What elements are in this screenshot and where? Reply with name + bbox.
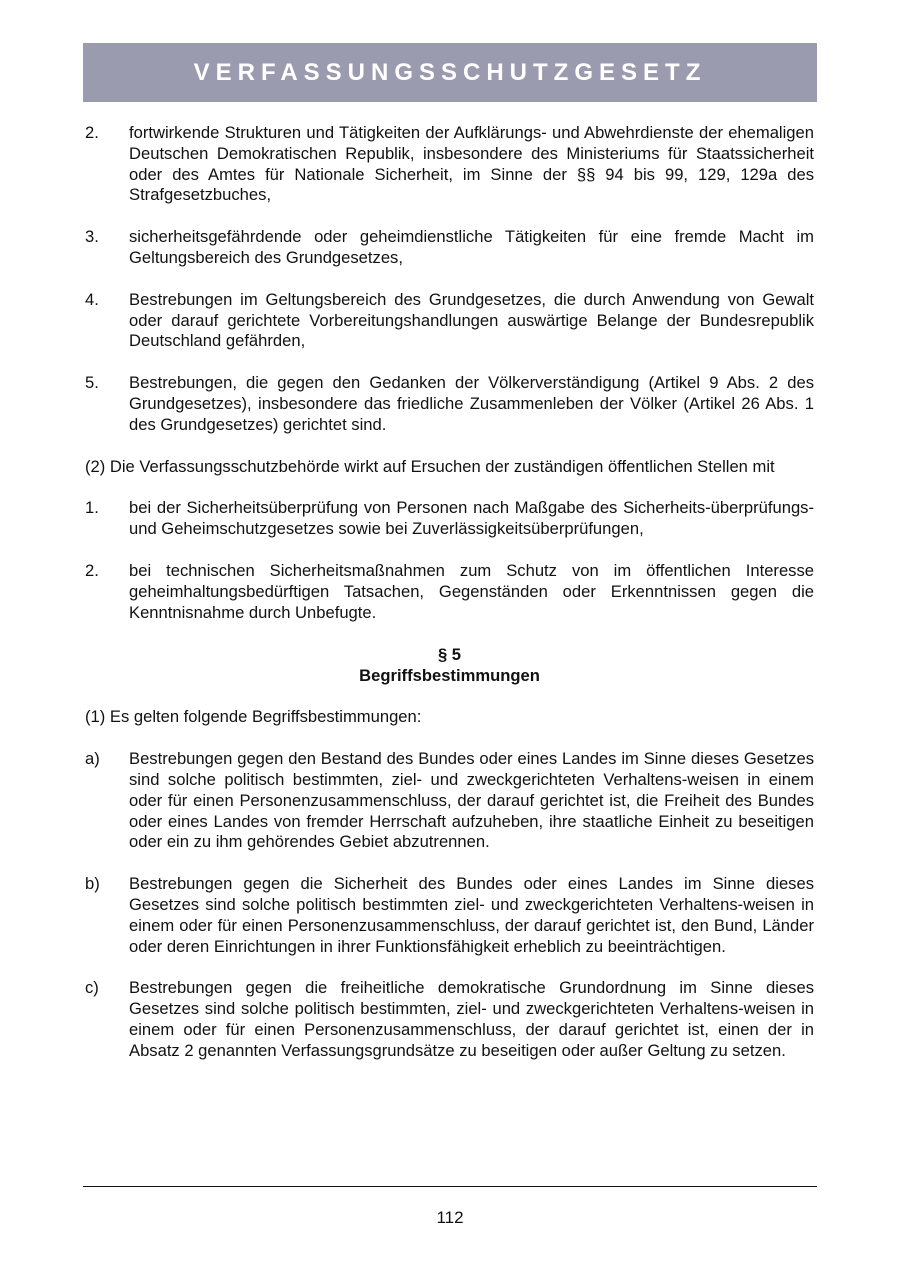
item-text: Bestrebungen, die gegen den Gedanken der Völkerverständigung (Artikel 9 Abs. 2 des Grundgesetzes), insbesondere das friedliche Zusammenleben der Völker (Artikel 26 Abs. 1 des Grundgesetzes) gerichtet sind. (129, 373, 814, 434)
list-item (85, 561, 814, 623)
item-text: bei der Sicherheitsüberprüfung von Personen nach Maßgabe des Sicherheits-überprüfungs- und Geheimschutzgesetzes sowie bei Zuverlässigkeitsüberprüfungen, (129, 498, 814, 539)
footer-divider (83, 1186, 817, 1187)
item-number: 1. (85, 498, 99, 518)
list-item (85, 123, 814, 206)
item-letter: a) (85, 749, 100, 769)
item-text: Bestrebungen gegen die Sicherheit des Bundes oder eines Landes im Sinne dieses Gesetzes sind solche politisch bestimmten ziel- und zweckgerichteten Verhaltens-weisen in einem oder für einen Personenzusammenschluss, der darauf gerichtet ist, den Bund, Länder oder deren Einrichtungen in ihrer Funktionsfähigkeit erheblich zu beeinträchtigen. (129, 874, 814, 956)
paragraph-s5-1: (1) Es gelten folgende Begriffsbestimmungen: (85, 707, 422, 727)
item-number: 3. (85, 227, 99, 247)
item-text: bei technischen Sicherheitsmaßnahmen zum Schutz von im öffentlichen Interesse geheimhaltungsbedürftigen Tatsachen, Gegenständen oder Erkenntnissen gegen die Kenntnisnahme durch Unbefugte. (129, 560, 814, 622)
list-item (85, 749, 814, 853)
item-number: 2. (85, 560, 99, 580)
list-item (85, 874, 814, 957)
item-letter: b) (85, 874, 100, 894)
item-text: Bestrebungen im Geltungsbereich des Grundgesetzes, die durch Anwendung von Gewalt oder darauf gerichtete Vorbereitungshandlungen auswärtige Belange der Bundesrepublik Deutschland gefährden, (129, 289, 814, 351)
list-item (85, 227, 814, 269)
item-letter: c) (85, 978, 99, 998)
list-item (85, 498, 814, 540)
item-number: 2. (85, 123, 99, 142)
item-text: sicherheitsgefährdende oder geheimdienstliche Tätigkeiten für eine fremde Macht im Geltungsbereich des Grundgesetzes, (129, 227, 814, 267)
section-number: § 5 (437, 645, 462, 665)
paragraph-2: (2) Die Verfassungsschutzbehörde wirkt auf Ersuchen der zuständigen öffentlichen Stellen mit (85, 456, 775, 476)
list-item (85, 290, 814, 352)
item-text: fortwirkende Strukturen und Tätigkeiten der Aufklärungs- und Abwehrdienste der ehemaligen Deutschen Demokratischen Republik, insbesondere des Ministeriums für Staatssicherheit oder des Amtes für Nationale Sicherheit, im Sinne der §§ 94 bis 99, 129, 129a des Strafgesetzbuches, (129, 123, 814, 205)
page-content (85, 123, 814, 1083)
list-item (85, 373, 814, 435)
section-heading (85, 644, 814, 686)
item-text: Bestrebungen gegen den Bestand des Bundes oder eines Landes im Sinne dieses Gesetzes sind solche politisch bestimmten, ziel- und zweckgerichteten Verhaltens-weisen in einem oder für einen Personenzusammenschluss, der darauf gerichtet ist, die Freiheit des Bundes oder eines Landes von fremder Herrschaft aufzuheben, ihre staatliche Einheit zu beseitigen oder ein zu ihm gehörendes Gebiet abzutrennen. (129, 749, 814, 852)
item-text: Bestrebungen gegen die freiheitliche demokratische Grundordnung im Sinne dieses Gesetzes sind solche politisch bestimmten, ziel- und zweckgerichteten Verhaltens-weisen in einem oder für einen Personenzusammenschluss, der darauf gerichtet ist, einen der in Absatz 2 genannten Verfassungsgrundsätze zu beseitigen oder außer Geltung zu setzen. (129, 978, 814, 1060)
item-number: 5. (85, 373, 99, 393)
header-title: VERFASSUNGSSCHUTZGESETZ (193, 58, 707, 86)
list-item (85, 978, 814, 1061)
item-number: 4. (85, 289, 99, 309)
section-title: Begriffsbestimmungen (359, 666, 540, 686)
page-number: 112 (436, 1208, 464, 1227)
page-header (83, 43, 817, 102)
